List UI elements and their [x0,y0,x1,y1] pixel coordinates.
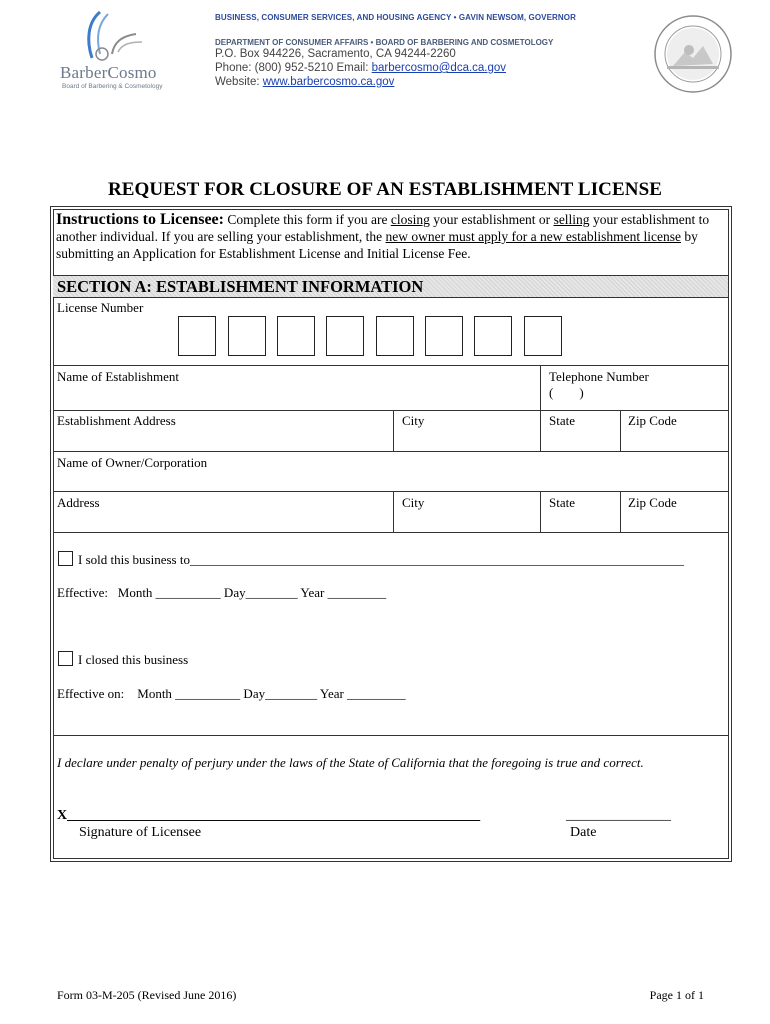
closed-effective-date[interactable]: Effective on: Month __________ Day________ Year _________ [57,686,406,701]
instructions-text-2: your establishment or [429,212,554,227]
new-owner-requirement: new owner must apply for a new establishment license [385,229,681,244]
license-digit-box[interactable] [178,316,216,356]
state-field[interactable]: State [549,413,575,428]
sold-business-line[interactable] [78,552,684,568]
form-id: Form 03-M-205 (Revised June 2016) [57,988,237,1002]
license-digit-box[interactable] [376,316,414,356]
sold-business-label: I sold this business to [78,552,190,567]
date-line[interactable]: _______________ [566,808,671,823]
zip-field[interactable]: Zip Code [628,413,677,428]
website-line [215,76,394,88]
closed-business-checkbox[interactable] [58,651,73,666]
logo-subtitle: Board of Barbering & Cosmetology [62,83,163,90]
mailing-address: P.O. Box 944226, Sacramento, CA 94244-2260 [215,48,456,60]
divider [53,410,728,411]
divider [53,451,728,452]
license-digit-box[interactable] [326,316,364,356]
license-digit-box[interactable] [474,316,512,356]
section-a-title: SECTION A: ESTABLISHMENT INFORMATION [57,277,424,296]
license-digit-box[interactable] [277,316,315,356]
instructions-heading: Instructions to Licensee: [56,211,224,228]
declaration-text: I declare under penalty of perjury under the laws of the State of California that the foregoing is true and correct. [57,755,644,770]
divider [540,410,541,451]
owner-name-field[interactable]: Name of Owner/Corporation [57,455,208,470]
divider [53,532,728,533]
divider [540,491,541,532]
instructions-text-1: Complete this form if you are [223,212,391,227]
divider [620,491,621,532]
buyer-name-blank: ____________________________________________________________________________ [189,552,684,567]
owner-address-field[interactable]: Address [57,495,100,510]
instructions [56,211,721,262]
divider [393,491,394,532]
email-link[interactable]: barbercosmo@dca.ca.gov [371,62,507,74]
barbercosmo-logo-icon [78,8,148,66]
divider [53,735,728,736]
telephone-field[interactable]: Telephone Number [549,369,649,384]
license-digit-box[interactable] [228,316,266,356]
license-digit-box[interactable] [425,316,463,356]
section-a-header [53,275,728,298]
divider [540,365,541,410]
owner-city-field[interactable]: City [402,495,425,510]
license-number-label: License Number [57,300,144,315]
telephone-area-code: ( ) [549,385,584,400]
city-field[interactable]: City [402,413,425,428]
instructions-text-4: by submitting an Application for Establishment License and Initial License Fee. [56,229,698,261]
date-label: Date [570,825,597,840]
divider [393,410,394,451]
california-seal-icon [653,14,733,94]
selling-term: selling [553,212,590,227]
instructions-text-3: your establishment to another individual. If you are selling your establishment, the [56,212,710,244]
divider [53,365,728,366]
closed-business-label: I closed this business [78,652,189,667]
license-digit-box[interactable] [524,316,562,356]
sold-effective-date[interactable]: Effective: Month __________ Day________ Year _________ [57,585,387,600]
website-label: Website: [215,76,263,88]
owner-state-field[interactable]: State [549,495,575,510]
logo-name: BarberCosmo [60,63,157,82]
divider [53,491,728,492]
establishment-address-field[interactable]: Establishment Address [57,413,176,428]
signature-line[interactable]: X___________________________________________________________ [57,808,481,823]
closing-term: closing [390,212,430,227]
form-title: REQUEST FOR CLOSURE OF AN ESTABLISHMENT LICENSE [107,179,663,200]
owner-zip-field[interactable]: Zip Code [628,495,677,510]
department-line: DEPARTMENT OF CONSUMER AFFAIRS • BOARD OF BARBERING AND COSMETOLOGY [215,38,554,47]
establishment-name-field[interactable]: Name of Establishment [57,369,180,384]
phone-email-label: Phone: (800) 952-5210 Email: [215,62,372,74]
divider [620,410,621,451]
contact-line [215,62,506,74]
signature-label: Signature of Licensee [79,825,202,840]
website-link[interactable]: www.barbercosmo.ca.gov [262,76,395,88]
sold-business-checkbox[interactable] [58,551,73,566]
agency-line: BUSINESS, CONSUMER SERVICES, AND HOUSING AGENCY • GAVIN NEWSOM, GOVERNOR [215,13,577,22]
page-number: Page 1 of 1 [649,988,704,1002]
